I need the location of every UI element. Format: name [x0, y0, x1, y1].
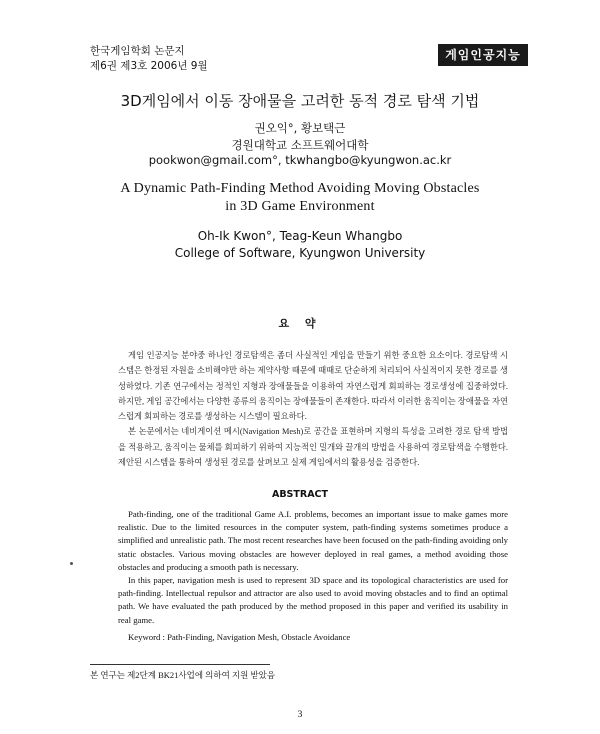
- paper-title-en-line2: in 3D Game Environment: [225, 199, 375, 214]
- abstract-heading: ABSTRACT: [271, 489, 329, 500]
- paper-title-ko: 3D게임에서 이동 장애물을 고려한 동적 경로 탐색 기법: [120, 92, 480, 110]
- summary-paragraph: 게임 인공지능 분야중 하나인 경로탐색은 좀더 사실적인 게임을 만들기 위한 중요한 요소이다. 경로탐색 시스템은 한정된 자원을 소비해야만 하는 제약사항 때문에 때때로 단순하게 처리되어 사실적이지 못한 경로를 생성하였다. 기존 연구에서는 정적인 지형과 장애물들을 이용하여 자연스럽게 회피하는 경로생성에 집중하였다. 하지만, 게임 공간에서는 다양한 종류의 움직이는 장애물들이 존재한다. 따라서 이러한 움직이는 장애물을 자연스럽게 회피하는 경로를 생성하는 시스템이 필요하다.: [118, 351, 508, 422]
- section-tag: 게임인공지능: [438, 44, 528, 66]
- affiliation-ko: 경원대학교 소프트웨어대학: [231, 138, 369, 152]
- scan-speck: [70, 562, 73, 565]
- authors-ko: 권오익°, 황보택근: [254, 121, 346, 135]
- affiliation-en: College of Software, Kyungwon University: [174, 246, 426, 260]
- summary-ko: [118, 348, 508, 470]
- authors-en: Oh-Ik Kwon°, Teag-Keun Whangbo: [197, 229, 403, 243]
- abstract-en: [118, 508, 508, 627]
- author-emails: pookwon@gmail.com°, tkwhangbo@kyungwon.ac.kr: [148, 153, 452, 167]
- keywords: Keyword : Path-Finding, Navigation Mesh, Obstacle Avoidance: [128, 632, 351, 642]
- journal-issue: 제6권 제3호 2006년 9월: [90, 60, 208, 72]
- abstract-paragraph: In this paper, navigation mesh is used to represent 3D space and its topological characteristics are used for path-finding. Intellectual repulsor and attractor are also used to avoid moving obstacles and to find an optimal path. We have evaluated the path produced by the method proposed in this paper and verified its usability in real game.: [118, 575, 508, 625]
- footnote-divider: [90, 664, 270, 665]
- summary-paragraph: 본 논문에서는 네비게이션 메시(Navigation Mesh)로 공간을 표현하며 지형의 특성을 고려한 경로 탐색 방법을 적용하고, 움직이는 물체를 회피하기 위하여 지능적인 밀개와 끌개의 방법을 사용하여 경로탐색을 수행한다. 제안된 시스템을 통하여 생성된 경로를 살펴보고 실제 게임에서의 활용성을 검증한다.: [118, 427, 508, 468]
- journal-info: [90, 44, 208, 74]
- summary-heading: 요 약: [278, 317, 322, 330]
- page-number: 3: [297, 710, 303, 720]
- paper-title-en-line1: A Dynamic Path-Finding Method Avoiding Moving Obstacles: [120, 181, 480, 196]
- journal-name: 한국게임학회 논문지: [90, 45, 185, 57]
- footnote: 본 연구는 제2단계 BK21사업에 의하여 지원 받았음: [90, 670, 276, 680]
- paper-title-en: [0, 180, 600, 216]
- abstract-paragraph: Path-finding, one of the traditional Game A.I. problems, becomes an important issue to make games more realistic. Due to the limited resources in the computer system, path-finding systems sometimes produce a simplified and unrealistic path. The most recent researches have been focused on the path-finding avoiding only static obstacles. Various moving obstacles are however deployed in real games, a method avoiding those obstacles and producing a smooth path is necessary.: [118, 509, 508, 572]
